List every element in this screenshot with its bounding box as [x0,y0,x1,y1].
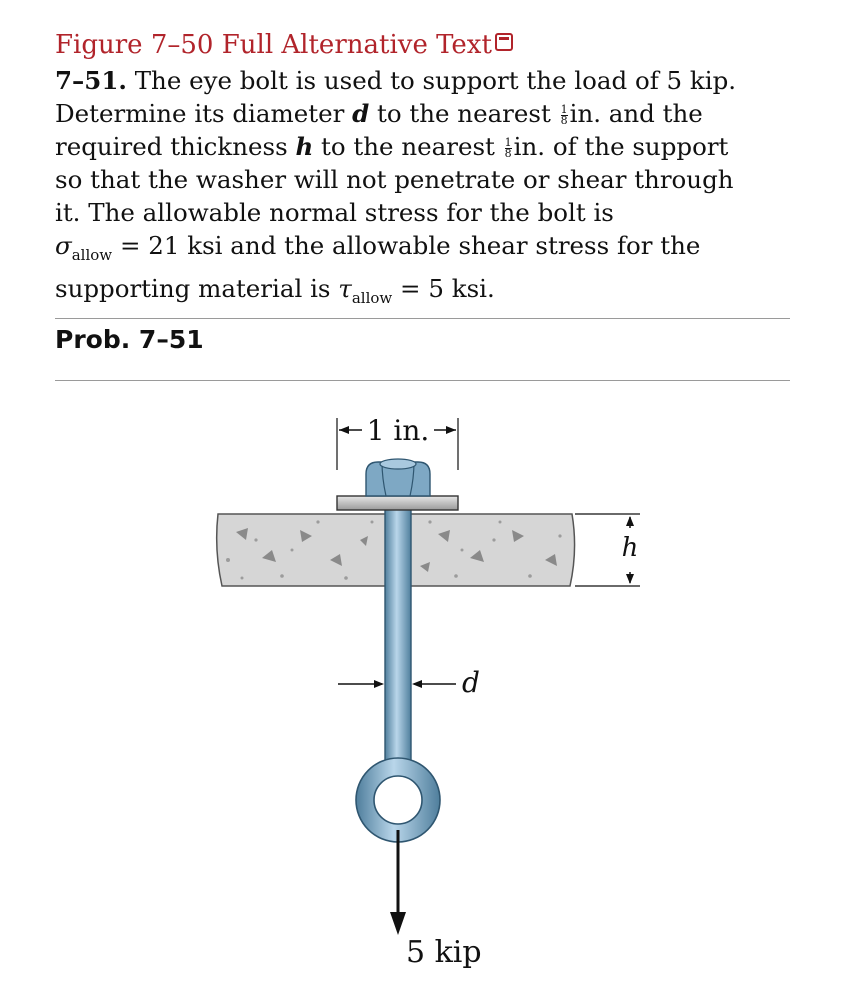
sigma-symbol: σ [55,231,72,260]
thickness-label: h [621,533,639,563]
diameter-label: d [462,666,480,699]
eye-bolt-figure [0,390,862,990]
problem-line-2: Determine its diameter d to the nearest $\frac{1}{8}$ in. and the [55,99,703,128]
problem-line-4: so that the washer will not penetrate or shear through [55,165,734,194]
fraction-one-eighth: $\frac{1}{8}$ [560,103,568,127]
eye-ring [356,758,440,842]
figure-alt-text-link[interactable] [55,30,513,60]
problem-line-3: required thickness h to the nearest $\frac{1}{8}$ in. of the support [55,132,729,161]
prob-label: Prob. 7–51 [55,325,204,354]
load-arrow [390,830,482,970]
problem-statement [55,64,815,315]
diameter-variable: d [352,99,370,128]
tau-symbol: τ [338,273,352,303]
problem-line-5: it. The allowable normal stress for the bolt is [55,198,614,227]
thickness-dimension [575,514,640,586]
problem-line-7: supporting material is $\tau_{allow} = 5$ ksi. [55,273,495,307]
problem-number: 7–51. [55,66,127,95]
bolt-shank [385,500,411,766]
fraction-one-eighth: $\frac{1}{8}$ [504,136,512,160]
hex-nut [366,459,430,496]
problem-line-6: $\sigma_{allow} = 21$ ksi and the allowable shear stress for the [55,231,701,264]
load-label: 5 kip [406,935,482,970]
divider-top [55,318,790,319]
washer [337,496,458,510]
problem-line-1: 7–51. The eye bolt is used to support the load of 5 kip. [55,66,737,95]
external-link-icon[interactable] [495,33,513,51]
thickness-variable: h [295,132,314,161]
washer-dim-label: 1 in. [366,414,430,447]
divider-bottom [55,380,790,381]
figure-link-label[interactable]: Figure 7–50 Full Alternative Text [55,30,492,60]
